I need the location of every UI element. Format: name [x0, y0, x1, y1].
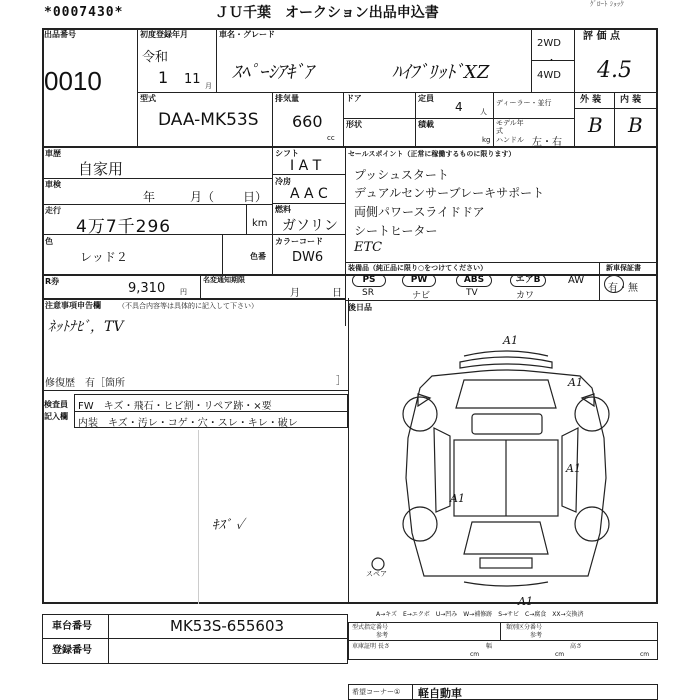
repair-history: 修復歴 有［箇所 [45, 378, 125, 389]
capacity-label: 定員 [418, 94, 434, 103]
equip-tv: TV [466, 288, 478, 298]
manual-circle [604, 275, 624, 293]
color-code-value: DW6 [292, 250, 324, 265]
barcode-serial: *0007430* [44, 5, 124, 20]
garage-width-unit: cm [555, 651, 565, 658]
damage-mark-roof: A1 [450, 492, 465, 505]
garage-height-unit: cm [640, 651, 650, 658]
selling-point-2: デュアルセンサーブレーキサポート [354, 186, 545, 200]
capacity-unit: 人 [480, 108, 487, 116]
first-reg-label: 初度登録年月 [140, 30, 188, 39]
designation-ref: 参考 [376, 632, 389, 639]
inspector-row-2: 内装 キズ・汚レ・コゲ・穴・スレ・キレ・破レ [78, 418, 298, 429]
rear-items-label: 後日品 [348, 303, 372, 312]
declaration-handwritten: ﾈｯﾄﾅﾋﾞ，TV [48, 319, 124, 335]
displacement-value: 660 [292, 112, 323, 131]
selling-point-4: シートヒーター [354, 224, 438, 238]
first-reg-month-unit: 月 [205, 82, 212, 90]
rating-score: 4.5 [597, 58, 632, 83]
repair-close: ］ [336, 376, 346, 387]
fuel-label: 燃料 [275, 205, 291, 214]
inspection-label: 車検 [45, 180, 61, 189]
equip-sr: SR [362, 288, 374, 298]
damage-mark-right-front: A1 [568, 376, 583, 389]
manual-label: 新車保証書 [606, 264, 641, 272]
equip-navi: ナビ [412, 291, 431, 301]
damage-mark-front: A1 [503, 334, 518, 347]
handle-label: ハンドル [496, 136, 524, 144]
inspection-day: 日） [243, 190, 268, 204]
exterior-grade: B [588, 113, 603, 137]
manual-value: 有・無 [608, 283, 638, 294]
selling-points-label: セールスポイント（正常に稼働するものに限ります） [348, 150, 516, 158]
capacity-value: 4 [455, 100, 463, 114]
color-label: 色 [45, 237, 53, 246]
shift-value: I A T [290, 158, 322, 174]
lot-label: 出品番号 [44, 30, 76, 39]
shift-label: シフト [275, 149, 299, 158]
displacement-unit: cc [327, 134, 335, 142]
first-reg-era: 令和 [142, 50, 169, 65]
deadline-label: 名変通知期限 [203, 276, 245, 284]
designation-label: 型式指定番号 [352, 624, 389, 631]
handle-value: 左・右 [532, 137, 562, 148]
chassis-number: MK53S-655603 [170, 617, 285, 635]
drive-2wd: 2WD [537, 38, 561, 49]
model-type-label: 型式 [140, 94, 156, 103]
selling-point-1: プッシュスタート [354, 168, 449, 182]
selling-point-3: 両側パワースライドドア [354, 205, 485, 219]
equip-leather: カワ [516, 291, 535, 301]
chassis-label: 車台番号 [52, 621, 92, 632]
interior-label: 内 装 [620, 95, 642, 105]
lot-number: 0010 [44, 66, 102, 96]
damage-legend: A→キズ E→エクボ U→凹み W→補修跡 S→サビ C→腐食 XX→交換済 [376, 611, 584, 618]
recycle-label: R券 [45, 277, 60, 286]
inspector-label-1: 検査員 [44, 400, 68, 409]
declaration-note: （不具合内容等は具体的に記入して下さい） [118, 302, 258, 310]
mileage-label: 走行 [45, 206, 61, 215]
mileage-unit: km [252, 218, 268, 229]
category-ref: 参考 [530, 632, 543, 639]
deadline-day: 日 [332, 288, 342, 299]
equip-ps-badge: PS [352, 274, 386, 287]
equip-aw: AW [568, 275, 585, 286]
rating-label: 評 価 点 [583, 31, 620, 42]
doors-label: ドア [346, 94, 362, 103]
color-code-label: カラーコード [275, 237, 323, 246]
car-name-label: 車名・グレード [219, 30, 275, 39]
inspector-label-2: 記入欄 [44, 412, 68, 421]
history-label: 車歴 [45, 149, 61, 158]
mileage-value: 4万7千296 [76, 217, 172, 237]
form-title: ＪＵ千葉 オークション出品申込書 [215, 5, 439, 21]
damage-mark-rear: A1 [518, 595, 533, 608]
deadline-month: 月 [290, 288, 300, 299]
car-grade: ﾊｲﾌﾞﾘｯﾄﾞXZ [392, 62, 490, 83]
car-damage-diagram [352, 328, 656, 590]
aircon-value: A A C [290, 186, 328, 202]
car-model: ｽﾍﾟｰｼｱｷﾞｱ [232, 62, 313, 83]
category-label: 類別区分番号 [506, 624, 543, 631]
footer-box [348, 622, 658, 660]
kg-label: kg [482, 136, 491, 144]
spare-label: スペア [366, 570, 387, 578]
garage-length-label: 車庫証明 長さ [352, 643, 390, 650]
interior-grade: B [628, 113, 643, 137]
color-value: レッド２ [80, 250, 128, 264]
shape-label: 形状 [346, 120, 362, 129]
first-reg-month: 11 [184, 72, 201, 87]
first-reg-year: 1 [158, 68, 169, 87]
exterior-label: 外 装 [580, 95, 602, 105]
recycle-value: 9,310 [128, 281, 166, 296]
drive-4wd: 4WD [537, 70, 561, 81]
inspection-year: 年 [143, 190, 156, 204]
aircon-label: 冷房 [275, 177, 291, 186]
history-value: 自家用 [78, 160, 124, 178]
garage-width-label: 幅 [486, 643, 493, 650]
inspection-month: 月（ [190, 190, 215, 204]
garage-length-unit: cm [470, 651, 480, 658]
dealer-label: ディーラー・並行 [496, 99, 552, 107]
fuel-value: ガソリン [282, 218, 338, 234]
equip-abs-badge: ABS [456, 274, 492, 287]
corner-label: 希望コーナー① [352, 688, 401, 696]
model-type-value: DAA-MK53S [158, 110, 259, 130]
displacement-label: 排気量 [275, 94, 299, 103]
drive-dot: ・ [547, 56, 557, 66]
color-number-label: 色番 [250, 252, 266, 261]
inspector-row-1: FW キズ・飛石・ヒビ割・リペア跡・×要 [78, 401, 272, 412]
top-right-note: ｸﾞﾛｰﾄ ｼｮｯｸ [590, 0, 624, 8]
selling-point-5: ETC [354, 240, 383, 255]
recycle-unit: 円 [180, 288, 187, 296]
equip-pw-badge: PW [402, 274, 436, 287]
registration-label: 登録番号 [52, 645, 92, 656]
equipment-label: 装備品（純正品に限り○をつけてください） [348, 264, 488, 272]
inspector-scribble: ｷｽﾞ ✓ [212, 518, 245, 533]
garage-height-label: 高さ [570, 643, 583, 650]
model-year-label: モデル年式 [496, 119, 524, 135]
corner-value: 軽自動車 [418, 687, 462, 700]
load-label: 積載 [418, 120, 434, 129]
declaration-label: 注意事項申告欄 [45, 301, 101, 310]
equip-airbag-badge: エアB [510, 274, 546, 287]
damage-mark-right-side: A1 [566, 462, 581, 475]
